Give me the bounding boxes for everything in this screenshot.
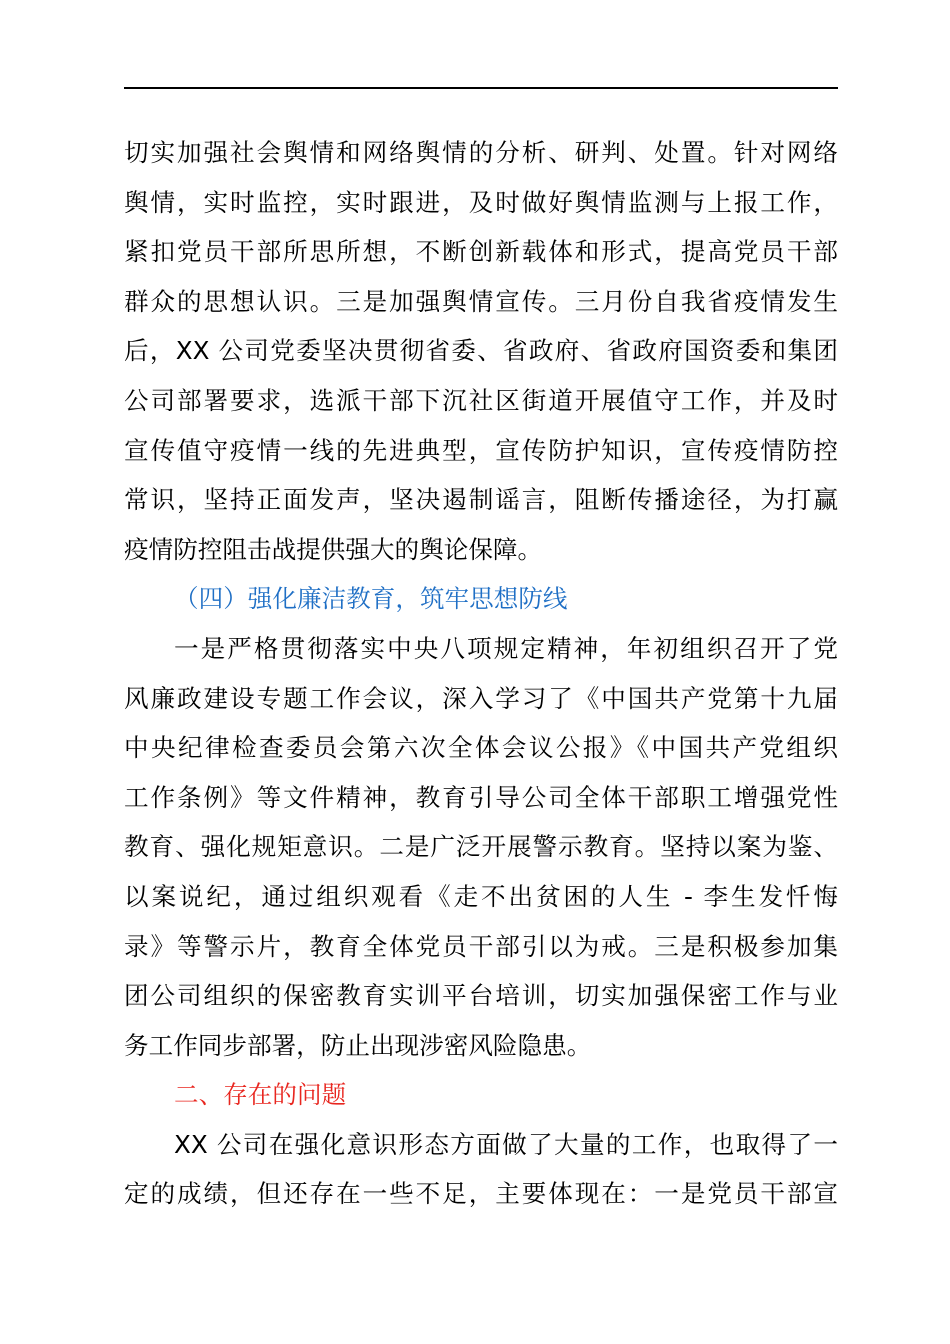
text-line: 紧扣党员干部所思所想，不断创新载体和形式，提高党员干部: [124, 237, 838, 267]
text-line: 教育、强化规矩意识。二是广泛开展警示教育。坚持以案为鉴、: [124, 832, 838, 862]
text-line: 录》等警示片，教育全体党员干部引以为戒。三是积极参加集: [124, 931, 838, 961]
text-line: 切实加强社会舆情和网络舆情的分析、研判、处置。针对网络: [124, 138, 838, 167]
text-line: 中央纪律检查委员会第六次全体会议公报》《中国共产党组织: [124, 733, 838, 763]
text-line: 工作条例》等文件精神，教育引导公司全体干部职工增强党性: [124, 782, 838, 812]
text-line: 一是严格贯彻落实中央八项规定精神，年初组织召开了党: [174, 633, 838, 663]
text-line: 务工作同步部署，防止出现涉密风险隐患。: [124, 1030, 592, 1060]
text-line: 以案说纪，通过组织观看《走不出贫困的人生 - 李生发忏悔: [124, 881, 838, 911]
section-heading-4: （四）强化廉洁教育，筑牢思想防线: [174, 584, 568, 614]
text-line: 常识，坚持正面发声，坚决遏制谣言，阻断传播途径，为打赢: [124, 485, 838, 515]
text-line: 宣传值守疫情一线的先进典型，宣传防护知识，宣传疫情防控: [124, 435, 838, 465]
header-rule: [124, 87, 838, 89]
text-line: 疫情防控阻击战提供强大的舆论保障。: [124, 534, 543, 564]
text-line: 风廉政建设专题工作会议，深入学习了《中国共产党第十九届: [124, 683, 838, 713]
text-line: 公司部署要求，选派干部下沉社区街道开展值守工作，并及时: [124, 385, 838, 415]
section-heading-problems: 二、存在的问题: [174, 1080, 347, 1110]
text-line: XX 公司在强化意识形态方面做了大量的工作，也取得了一: [174, 1129, 838, 1159]
text-line: 群众的思想认识。三是加强舆情宣传。三月份自我省疫情发生: [124, 286, 838, 316]
text-line: 团公司组织的保密教育实训平台培训，切实加强保密工作与业: [124, 981, 838, 1011]
text-line: 定的成绩，但还存在一些不足，主要体现在：一是党员干部宣: [124, 1179, 838, 1209]
text-line: 后，XX 公司党委坚决贯彻省委、省政府、省政府国资委和集团: [124, 336, 838, 366]
text-line: 舆情，实时监控，实时跟进，及时做好舆情监测与上报工作，: [124, 187, 838, 217]
document-body: [124, 128, 838, 1219]
